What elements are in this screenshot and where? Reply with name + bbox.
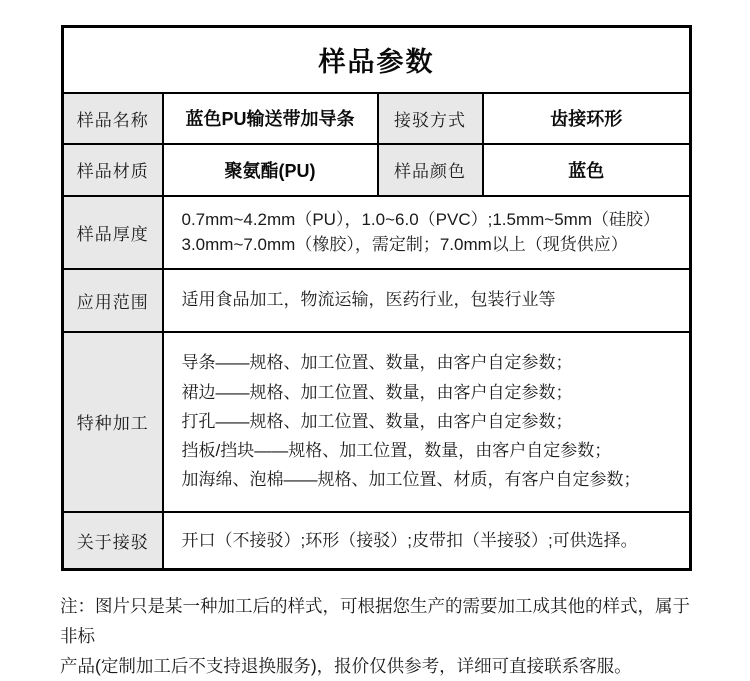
value-sample-color: 蓝色 — [483, 144, 691, 196]
row-sample-name — [63, 93, 691, 144]
value-special-processing — [163, 332, 691, 512]
footer-note-line-2: 产品(定制加工后不支持退换服务)，报价仅供参考，详细可直接联系客服。 — [60, 656, 632, 677]
special-line-5: 加海绵、泡棉——规格、加工位置、材质，有客户自定参数； — [181, 470, 641, 490]
value-sample-thickness — [163, 196, 691, 269]
spec-table-container — [61, 25, 689, 571]
value-sample-name: 蓝色PU输送带加导条 — [163, 93, 378, 144]
value-about-joint: 开口（不接驳）;环形（接驳）;皮带扣（半接驳）;可供选择。 — [163, 512, 691, 570]
label-sample-thickness: 样品厚度 — [63, 196, 163, 269]
table-title: 样品参数 — [63, 27, 691, 93]
label-sample-name: 样品名称 — [63, 93, 163, 144]
special-line-4: 挡板/挡块——规格、加工位置，数量，由客户自定参数； — [181, 441, 612, 461]
row-sample-thickness — [63, 196, 691, 269]
row-special-processing — [63, 332, 691, 512]
table-title-row — [63, 27, 691, 93]
special-line-1: 导条——规格、加工位置、数量，由客户自定参数； — [181, 353, 573, 373]
sample-parameters-table — [61, 25, 692, 571]
label-sample-color: 样品颜色 — [378, 144, 483, 196]
row-sample-material — [63, 144, 691, 196]
value-joint-method: 齿接环形 — [483, 93, 691, 144]
label-joint-method: 接驳方式 — [378, 93, 483, 144]
value-sample-material: 聚氨酯(PU) — [163, 144, 378, 196]
special-line-3: 打孔——规格、加工位置、数量，由客户自定参数； — [181, 411, 573, 431]
row-about-joint — [63, 512, 691, 570]
label-about-joint: 关于接驳 — [63, 512, 163, 570]
value-application-scope: 适用食品加工，物流运输，医药行业，包装行业等 — [163, 269, 691, 332]
label-special-processing: 特种加工 — [63, 332, 163, 512]
footer-note-line-1: 注：图片只是某一种加工后的样式，可根据您生产的需要加工成其他的样式，属于非标 — [60, 596, 690, 647]
thickness-line-1: 0.7mm~4.2mm（PU），1.0~6.0（PVC）;1.5mm~5mm（硅胶） — [181, 209, 660, 229]
row-application-scope — [63, 269, 691, 332]
label-sample-material: 样品材质 — [63, 144, 163, 196]
label-application-scope: 应用范围 — [63, 269, 163, 332]
footer-note — [60, 591, 705, 681]
special-line-2: 裙边——规格、加工位置、数量，由客户自定参数； — [181, 382, 573, 402]
thickness-line-2: 3.0mm~7.0mm（橡胶），需定制；7.0mm以上（现货供应） — [181, 235, 628, 254]
